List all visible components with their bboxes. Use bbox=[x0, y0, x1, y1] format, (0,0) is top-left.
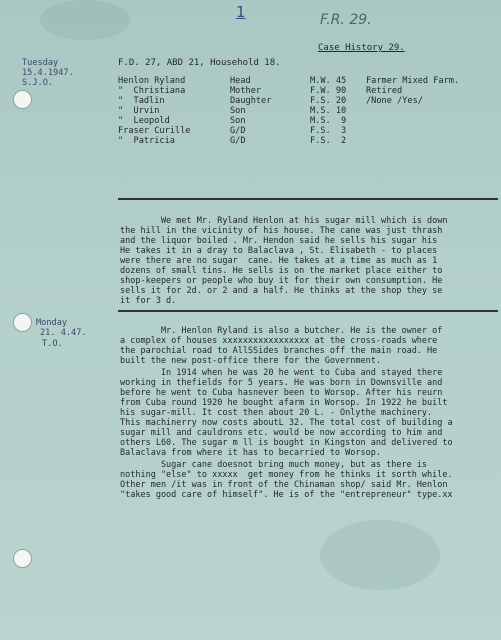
text-line: the parochial road to AllSSides branches off the main road. He bbox=[120, 346, 438, 356]
member-name: " Leopold bbox=[118, 116, 170, 126]
member-code: F.S. 20 bbox=[310, 96, 347, 106]
member-relation: Daughter bbox=[230, 96, 272, 106]
member-relation: Son bbox=[230, 106, 246, 116]
punch-hole bbox=[13, 313, 32, 332]
note-initials: S.J.O. bbox=[22, 78, 54, 88]
page-number: 1 bbox=[236, 3, 246, 21]
text-line: Balaclava from where it has to becarried to Worsop. bbox=[120, 448, 381, 458]
note-day: Tuesday bbox=[22, 58, 59, 68]
note-date: 15.4.1947. bbox=[22, 68, 74, 78]
member-name: Henlon Ryland bbox=[118, 76, 186, 86]
member-code: M.S. 9 bbox=[310, 116, 347, 126]
case-title: Case History 29. bbox=[318, 43, 405, 53]
text-line: the hill in the vicinity of his house. The cane was just thrash bbox=[120, 226, 443, 236]
text-line: sells it for 2d. or 2 and a half. He thinks at the shop they se bbox=[120, 286, 443, 296]
punch-hole bbox=[13, 549, 32, 568]
member-name: " Urvin bbox=[118, 106, 160, 116]
text-line: his sugar-mill. It cost then about 20 L. - Onlythe machinery. bbox=[120, 408, 433, 418]
file-line: F.D. 27, ABD 21, Household 18. bbox=[118, 58, 281, 68]
member-code: F.W. 90 bbox=[310, 86, 347, 96]
text-line: were there are no sugar cane. He takes at a time as much as 1 bbox=[120, 256, 438, 266]
text-line: Sugar cane doesnot bring much money, but as there is bbox=[120, 460, 428, 470]
text-line: and the liquor boiled . Mr. Hendon said he sells his sugar his bbox=[120, 236, 438, 246]
member-note: Retired bbox=[366, 86, 403, 96]
member-relation: Son bbox=[230, 116, 246, 126]
member-code: F.S. 2 bbox=[310, 136, 347, 146]
text-line: before he went to Cuba hasnever been to Worsop. After his reurn bbox=[120, 388, 443, 398]
text-line: it for 3 d. bbox=[120, 296, 177, 306]
member-relation: G/D bbox=[230, 136, 246, 146]
member-relation: G/D bbox=[230, 126, 246, 136]
note-day: Monday bbox=[36, 318, 68, 328]
member-note: /None /Yes/ bbox=[366, 96, 423, 106]
member-name: " Christiana bbox=[118, 86, 186, 96]
text-line: We met Mr. Ryland Henlon at his sugar mill which is down bbox=[120, 216, 448, 226]
text-line: nothing "else" to xxxxx get money from he thinks it sorth while. bbox=[120, 470, 453, 480]
text-line: a complex of houses xxxxxxxxxxxxxxxxx at the cross-roads where bbox=[120, 336, 438, 346]
member-code: M.W. 45 bbox=[310, 76, 347, 86]
text-line: He takes it in a dray to Balaclava , St. Elisabeth - to places bbox=[120, 246, 438, 256]
text-line: working in thefields for 5 years. He was born in Downsville and bbox=[120, 378, 443, 388]
text-line: "takes good care of himself". He is of the "entrepreneur" type.xx bbox=[120, 490, 453, 500]
divider-line bbox=[118, 310, 498, 312]
text-line: others L60. The sugar m ll is bought in Kingston and delivered to bbox=[120, 438, 453, 448]
member-relation: Head bbox=[230, 76, 251, 86]
text-line: Mr. Henlon Ryland is also a butcher. He is the owner of bbox=[120, 326, 443, 336]
member-code: F.S. 3 bbox=[310, 126, 347, 136]
text-line: from Cuba round 1920 he bought afarm in Worsop. In 1922 he built bbox=[120, 398, 448, 408]
member-name: Fraser Curille bbox=[118, 126, 191, 136]
member-name: " Tadlin bbox=[118, 96, 165, 106]
member-relation: Mother bbox=[230, 86, 262, 96]
text-line: In 1914 when he was 20 he went to Cuba and stayed there bbox=[120, 368, 443, 378]
text-line: built the new post-office there for the Government. bbox=[120, 356, 381, 366]
file-reference: F.R. 29. bbox=[320, 12, 372, 28]
text-line: This machinerry now costs aboutL 32. The total cost of building a bbox=[120, 418, 453, 428]
member-code: M.S. 10 bbox=[310, 106, 347, 116]
punch-hole bbox=[13, 90, 32, 109]
member-note: Farmer Mixed Farm. bbox=[366, 76, 460, 86]
paper-stain bbox=[40, 0, 130, 40]
note-initials: T.O. bbox=[42, 339, 63, 349]
divider-line bbox=[118, 198, 498, 200]
text-line: dozens of small tins. He sells is on the market place either to bbox=[120, 266, 443, 276]
text-line: sugar mill and cauldrons etc. would be now according to him and bbox=[120, 428, 443, 438]
note-date: 21. 4.47. bbox=[40, 328, 87, 338]
member-name: " Patricia bbox=[118, 136, 175, 146]
text-line: Other men /it was in front of the Chinaman shop/ said Mr. Henlon bbox=[120, 480, 448, 490]
text-line: shop-keepers or people who buy it for their own consumption. He bbox=[120, 276, 443, 286]
paper-stain bbox=[320, 520, 440, 590]
